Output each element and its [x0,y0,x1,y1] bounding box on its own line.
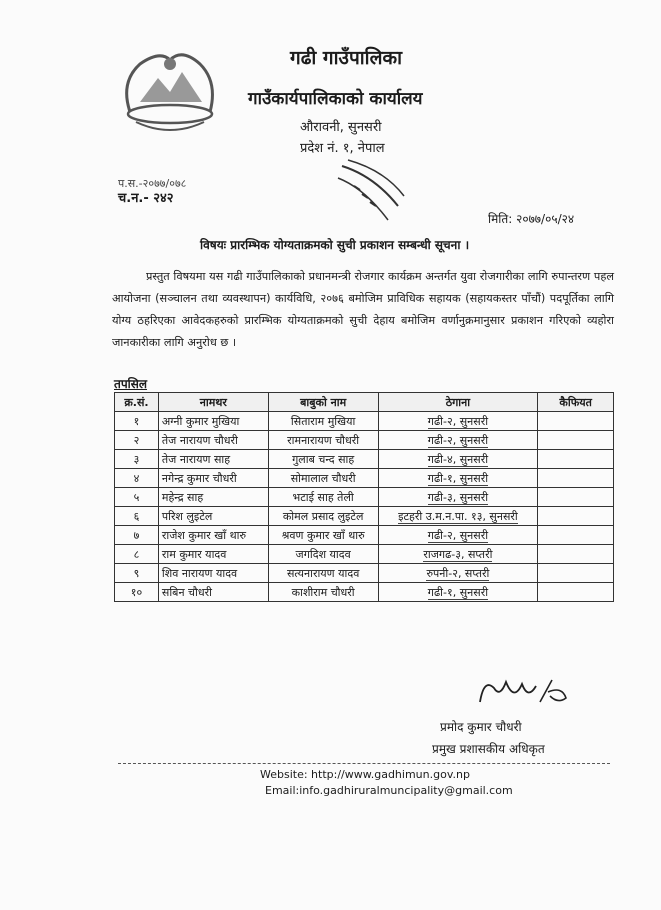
cell-name: शिव नारायण यादव [158,564,268,583]
table-header-row [115,393,614,412]
office-name: गाउँकार्यपालिकाको कार्यालय [248,89,423,109]
cell-address: गढी-२, सुनसरी [378,412,538,431]
cell-name: महेन्द्र साह [158,488,268,507]
table-row [115,450,614,469]
cell-sn: ३ [115,450,159,469]
cell-father: गुलाब चन्द साह [268,450,378,469]
table-row [115,526,614,545]
cell-remarks [538,564,614,583]
cell-remarks [538,469,614,488]
cell-remarks [538,431,614,450]
cell-father: सिताराम मुखिया [268,412,378,431]
cell-sn: २ [115,431,159,450]
notice-subject: विषयः प्रारम्भिक योग्यताक्रमको सुची प्रकाशन सम्बन्धी सूचना । [200,238,470,252]
notice-date: मिति: २०७७/०५/२४ [488,212,575,226]
footer-email: Email:info.gadhiruralmuncipality@gmail.com [265,784,513,797]
cell-remarks [538,507,614,526]
table-row [115,507,614,526]
cell-sn: १ [115,412,159,431]
cell-address: रुपनी-२, सप्तरी [378,564,538,583]
dispatch-number: च.न.- २४२ [118,191,174,206]
cell-remarks [538,545,614,564]
footer-divider [118,763,610,764]
cell-father: सोमालाल चौधरी [268,469,378,488]
cell-remarks [538,450,614,469]
signatory-name: प्रमोद कुमार चौधरी [440,720,522,734]
cell-remarks [538,412,614,431]
cell-name: नगेन्द्र कुमार चौधरी [158,469,268,488]
cell-name: सबिन चौधरी [158,583,268,602]
cell-address: इटहरी उ.म.न.पा. १३, सुनसरी [378,507,538,526]
address-line: औरावनी, सुनसरी [300,120,382,135]
footer-website: Website: http://www.gadhimun.gov.np [260,768,470,781]
cell-father: काशीराम चौधरी [268,583,378,602]
emblem-logo [110,42,230,142]
cell-sn: ९ [115,564,159,583]
cell-sn: ४ [115,469,159,488]
cell-address: गढी-२, सुनसरी [378,526,538,545]
candidate-table [114,392,614,602]
cell-address: राजगढ-३, सप्तरी [378,545,538,564]
cell-father: श्रवण कुमार खाँ थारु [268,526,378,545]
office-stamp [334,156,406,226]
cell-name: अग्नी कुमार मुखिया [158,412,268,431]
cell-father: भटाई साह तेली [268,488,378,507]
table-row [115,412,614,431]
signatory-title: प्रमुख प्रशासकीय अधिकृत [432,742,545,756]
cell-remarks [538,488,614,507]
ref-number: प.स.-२०७७/०७८ [118,177,187,190]
municipality-title: गढी गाउँपालिका [290,47,402,69]
cell-address: गढी-१, सुनसरी [378,469,538,488]
cell-name: राजेश कुमार खाँ थारु [158,526,268,545]
table-row [115,564,614,583]
cell-address: गढी-४, सुनसरी [378,450,538,469]
cell-name: परिश लुइटेल [158,507,268,526]
cell-sn: ५ [115,488,159,507]
header-name: नामथर [158,393,268,412]
cell-father: कोमल प्रसाद लुइटेल [268,507,378,526]
header-remarks: कैफियत [538,393,614,412]
cell-name: राम कुमार यादव [158,545,268,564]
cell-sn: १० [115,583,159,602]
cell-father: रामनारायण चौधरी [268,431,378,450]
cell-address: गढी-२, सुनसरी [378,431,538,450]
table-row [115,545,614,564]
cell-sn: ७ [115,526,159,545]
cell-sn: ६ [115,507,159,526]
cell-address: गढी-१, सुनसरी [378,583,538,602]
header-sn: क्र.सं. [115,393,159,412]
annex-label: तपसिल [114,377,148,391]
header-father: बाबुको नाम [268,393,378,412]
cell-sn: ८ [115,545,159,564]
cell-father: जगदिश यादव [268,545,378,564]
cell-name: तेज नारायण साह [158,450,268,469]
cell-remarks [538,526,614,545]
table-row [115,583,614,602]
signature [470,672,580,712]
cell-father: सत्यनारायण यादव [268,564,378,583]
table-row [115,431,614,450]
header-address: ठेगाना [378,393,538,412]
cell-address: गढी-३, सुनसरी [378,488,538,507]
table-row [115,469,614,488]
table-row [115,488,614,507]
notice-body: प्रस्तुत विषयमा यस गढी गाउँपालिकाको प्रधानमन्त्री रोजगार कार्यक्रम अन्तर्गत युवा रोजगारीका लागि रुपान्तरण पहल आयोजना (सञ्चालन तथा व्यवस्थापन) कार्यविधि, २०७६ बमोजिम प्राविधिक सहायक (सहायकस्तर पाँचौं) पदपूर्तिका लागि योग्य ठहरिएका आवेदकहरुको प्रारम्भिक योग्यताक्रमको सुची देहाय बमोजिम वर्णानुक्रमानुसार प्रकाशन गरिएको व्यहोरा जानकारीका लागि अनुरोध छ । [112,270,614,349]
cell-remarks [538,583,614,602]
cell-name: तेज नारायण चौधरी [158,431,268,450]
province-line: प्रदेश नं. १, नेपाल [300,141,385,156]
